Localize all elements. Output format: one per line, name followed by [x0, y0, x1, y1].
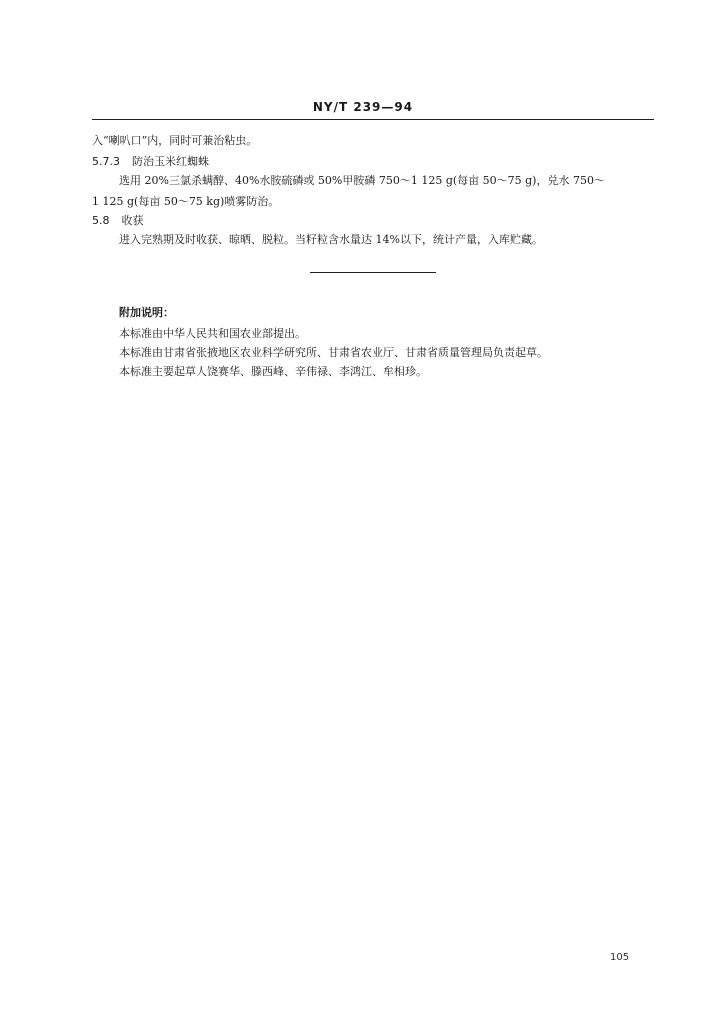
standard-code-header: NY/T 239—94 [312, 100, 414, 114]
continuation-line: 入“喇叭口”内，同时可兼治粘虫。 [92, 134, 258, 147]
end-of-text-divider [310, 272, 436, 273]
additional-note-line: 本标准由甘肃省张掖地区农业科学研究所、甘肃省农业厅、甘肃省质量管理局负责起草。 [119, 346, 548, 359]
section-title: 防治玉米红蜘蛛 [132, 155, 209, 168]
additional-note-line: 本标准由中华人民共和国农业部提出。 [119, 327, 306, 340]
section-title: 收获 [121, 214, 144, 227]
section-5-7-3-heading [92, 155, 209, 169]
section-5-7-3-text-line-2: 1 125 g(每亩 50～75 kg)喷雾防治。 [92, 195, 280, 208]
section-5-7-3-text-line-1: 选用 20%三氯杀螨醇、40%水胺硫磷或 50%甲胺磷 750～1 125 g(每亩 50～75 g)，兑水 750～ [119, 174, 605, 187]
page-number: 105 [610, 952, 630, 963]
additional-note-line: 本标准主要起草人饶赛华、滕西峰、辛伟禄、李鸿江、牟相珍。 [119, 365, 427, 378]
header-divider [92, 119, 654, 120]
section-number: 5.7.3 [92, 155, 120, 168]
section-number: 5.8 [92, 214, 110, 227]
section-5-8-text: 进入完熟期及时收获、晾晒、脱粒。当籽粒含水量达 14%以下，统计产量，入库贮藏。 [119, 233, 543, 246]
section-5-8-heading [92, 214, 144, 228]
additional-notes-title: 附加说明： [119, 306, 174, 319]
